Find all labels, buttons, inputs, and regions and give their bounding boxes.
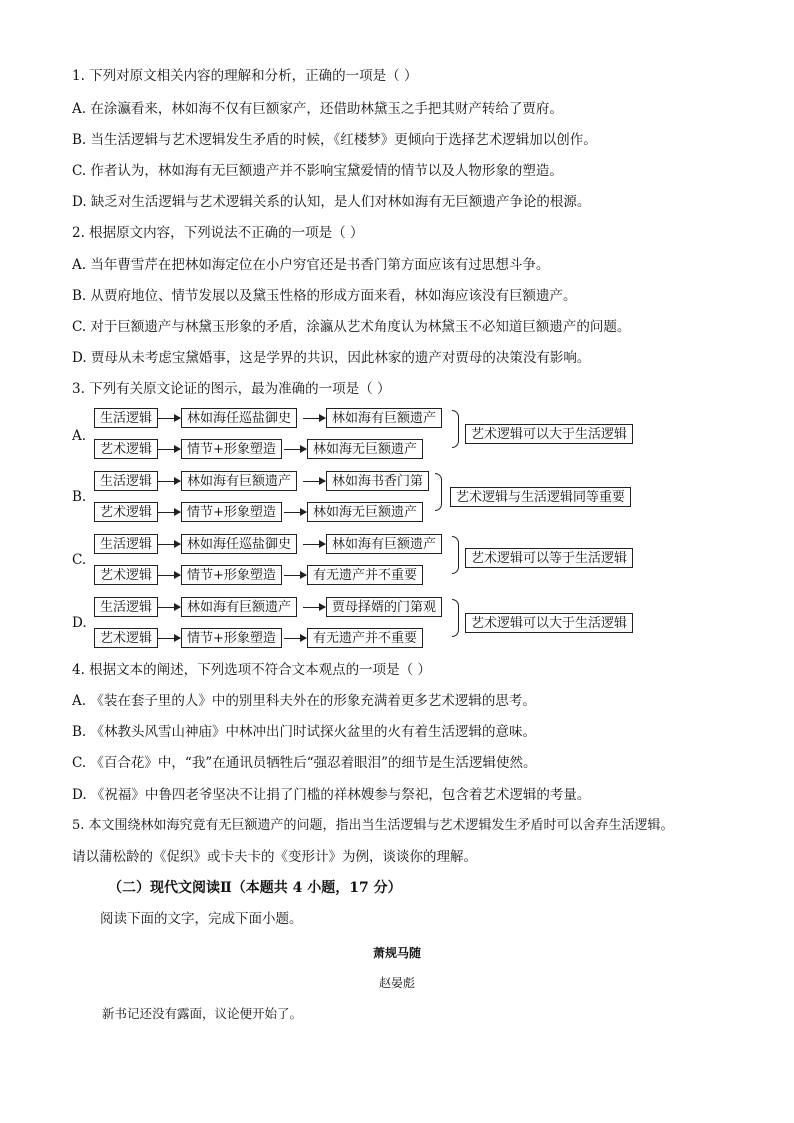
diagram-box: 艺术逻辑 <box>94 628 158 648</box>
q4-option-d: D. 《祝福》中鲁四老爷坚决不让捐了门槛的祥林嫂参与祭祀，包含着艺术逻辑的考量。 <box>72 787 591 803</box>
section-heading: （二）现代文阅读Ⅱ（本题共 4 小题，17 分） <box>108 880 402 896</box>
diagram-arrow <box>303 544 325 545</box>
diagram-box: 情节+形象塑造 <box>181 565 282 585</box>
diagram-arrow <box>303 481 325 482</box>
q3-stem: 3. 下列有关原文论证的图示，最为准确的一项是（ ） <box>72 381 391 397</box>
diagram-box: 艺术逻辑 <box>94 502 158 522</box>
diagram-arrow <box>284 638 306 639</box>
diagram-box: 林如海有巨额遗产 <box>326 534 442 554</box>
diagram-box: 生活逻辑 <box>94 597 158 617</box>
diagram-arrow <box>158 544 180 545</box>
diagram-box: 林如海有巨额遗产 <box>181 471 297 491</box>
q1-option-a: A. 在涂瀛看来，林如海不仅有巨额家产，还借助林黛玉之手把其财产转给了贾府。 <box>72 101 563 117</box>
q2-option-d: D. 贾母从未考虑宝黛婚事，这是学界的共识，因此林家的遗产对贾母的决策没有影响。 <box>72 350 591 366</box>
diagram-brace <box>452 599 459 637</box>
diagram-arrow <box>284 512 306 513</box>
diagram-box: 情节+形象塑造 <box>181 502 282 522</box>
q4-stem: 4. 根据文本的阐述，下列选项不符合文本观点的一项是（ ） <box>72 662 431 678</box>
q2-option-b: B. 从贾府地位、情节发展以及黛玉性格的形成方面来看，林如海应该没有巨额遗产。 <box>72 288 577 304</box>
diagram-conclusion: 艺术逻辑可以大于生活逻辑 <box>465 613 633 633</box>
q4-option-a: A. 《装在套子里的人》中的别里科夫外在的形象充满着更多艺术逻辑的思考。 <box>72 693 536 709</box>
q1-option-c: C. 作者认为，林如海有无巨额遗产并不影响宝黛爱情的情节以及人物形象的塑造。 <box>72 163 563 179</box>
diagram-box: 艺术逻辑 <box>94 439 158 459</box>
option-letter: D. <box>72 615 87 631</box>
story-author: 赵晏彪 <box>378 976 415 990</box>
diagram-box: 有无遗产并不重要 <box>307 628 423 648</box>
q2-option-c: C. 对于巨额遗产与林黛玉形象的矛盾，涂瀛从艺术角度认为林黛玉不必知道巨额遗产的问题。 <box>72 319 631 335</box>
q1-option-d: D. 缺乏对生活逻辑与艺术逻辑关系的认知，是人们对林如海有无巨额遗产争论的根源。 <box>72 194 591 210</box>
diagram-box: 林如海有巨额遗产 <box>181 597 297 617</box>
option-letter: B. <box>72 489 87 505</box>
diagram-box: 林如海无巨额遗产 <box>307 439 423 459</box>
diagram-box: 林如海书香门第 <box>326 471 429 491</box>
q1-stem: 1. 下列对原文相关内容的理解和分析，正确的一项是（ ） <box>72 68 418 84</box>
diagram-box: 生活逻辑 <box>94 534 158 554</box>
diagram-brace <box>452 536 459 574</box>
diagram-box: 有无遗产并不重要 <box>307 565 423 585</box>
q2-option-a: A. 当年曹雪芹在把林如海定位在小户穷官还是书香门第方面应该有过思想斗争。 <box>72 257 550 273</box>
option-letter: C. <box>72 552 87 568</box>
q5-line-1: 5. 本文围绕林如海究竟有无巨额遗产的问题，指出当生活逻辑与艺术逻辑发生矛盾时可以舍弃生活逻辑。 <box>72 818 674 833</box>
diagram-box: 情节+形象塑造 <box>181 439 282 459</box>
diagram-box: 贾母择婿的门第观 <box>326 597 442 617</box>
story-first-line: 新书记还没有露面，议论便开始了。 <box>102 1006 303 1021</box>
q5-line-2: 请以蒲松龄的《促织》或卡夫卡的《变形计》为例，谈谈你的理解。 <box>72 849 477 865</box>
diagram-box: 林如海任巡盐御史 <box>181 534 297 554</box>
diagram-box: 林如海无巨额遗产 <box>307 502 423 522</box>
diagram-box: 艺术逻辑 <box>94 565 158 585</box>
q2-stem: 2. 根据原文内容，下列说法不正确的一项是（ ） <box>72 225 364 241</box>
story-title: 萧规马随 <box>372 946 421 960</box>
diagram-conclusion: 艺术逻辑可以大于生活逻辑 <box>465 424 633 444</box>
diagram-arrow <box>158 418 180 419</box>
diagram-arrow <box>284 575 306 576</box>
diagram-conclusion: 艺术逻辑可以等于生活逻辑 <box>465 548 633 568</box>
diagram-arrow <box>158 481 180 482</box>
diagram-box: 林如海有巨额遗产 <box>326 408 442 428</box>
diagram-arrow <box>158 575 180 576</box>
diagram-arrow <box>158 449 180 450</box>
diagram-box: 林如海任巡盐御史 <box>181 408 297 428</box>
diagram-box: 生活逻辑 <box>94 471 158 491</box>
diagram-conclusion: 艺术逻辑与生活逻辑同等重要 <box>450 487 631 507</box>
diagram-arrow <box>303 607 325 608</box>
diagram-arrow <box>284 449 306 450</box>
section-instruction: 阅读下面的文字，完成下面小题。 <box>100 911 303 927</box>
diagram-arrow <box>158 512 180 513</box>
diagram-arrow <box>158 638 180 639</box>
q4-option-b: B. 《林教头风雪山神庙》中林冲出门时试探火盆里的火有着生活逻辑的意味。 <box>72 724 537 740</box>
diagram-box: 生活逻辑 <box>94 408 158 428</box>
q1-option-b: B. 当生活逻辑与艺术逻辑发生矛盾的时候，《红楼梦》更倾向于选择艺术逻辑加以创作。 <box>72 132 597 148</box>
diagram-arrow <box>303 418 325 419</box>
q4-option-c: C. 《百合花》中，“我”在通讯员牺牲后“强忍着眼泪”的细节是生活逻辑使然。 <box>72 755 537 771</box>
diagram-arrow <box>158 607 180 608</box>
diagram-box: 情节+形象塑造 <box>181 628 282 648</box>
diagram-brace <box>435 473 442 511</box>
diagram-brace <box>452 410 459 448</box>
option-letter: A. <box>72 428 87 444</box>
